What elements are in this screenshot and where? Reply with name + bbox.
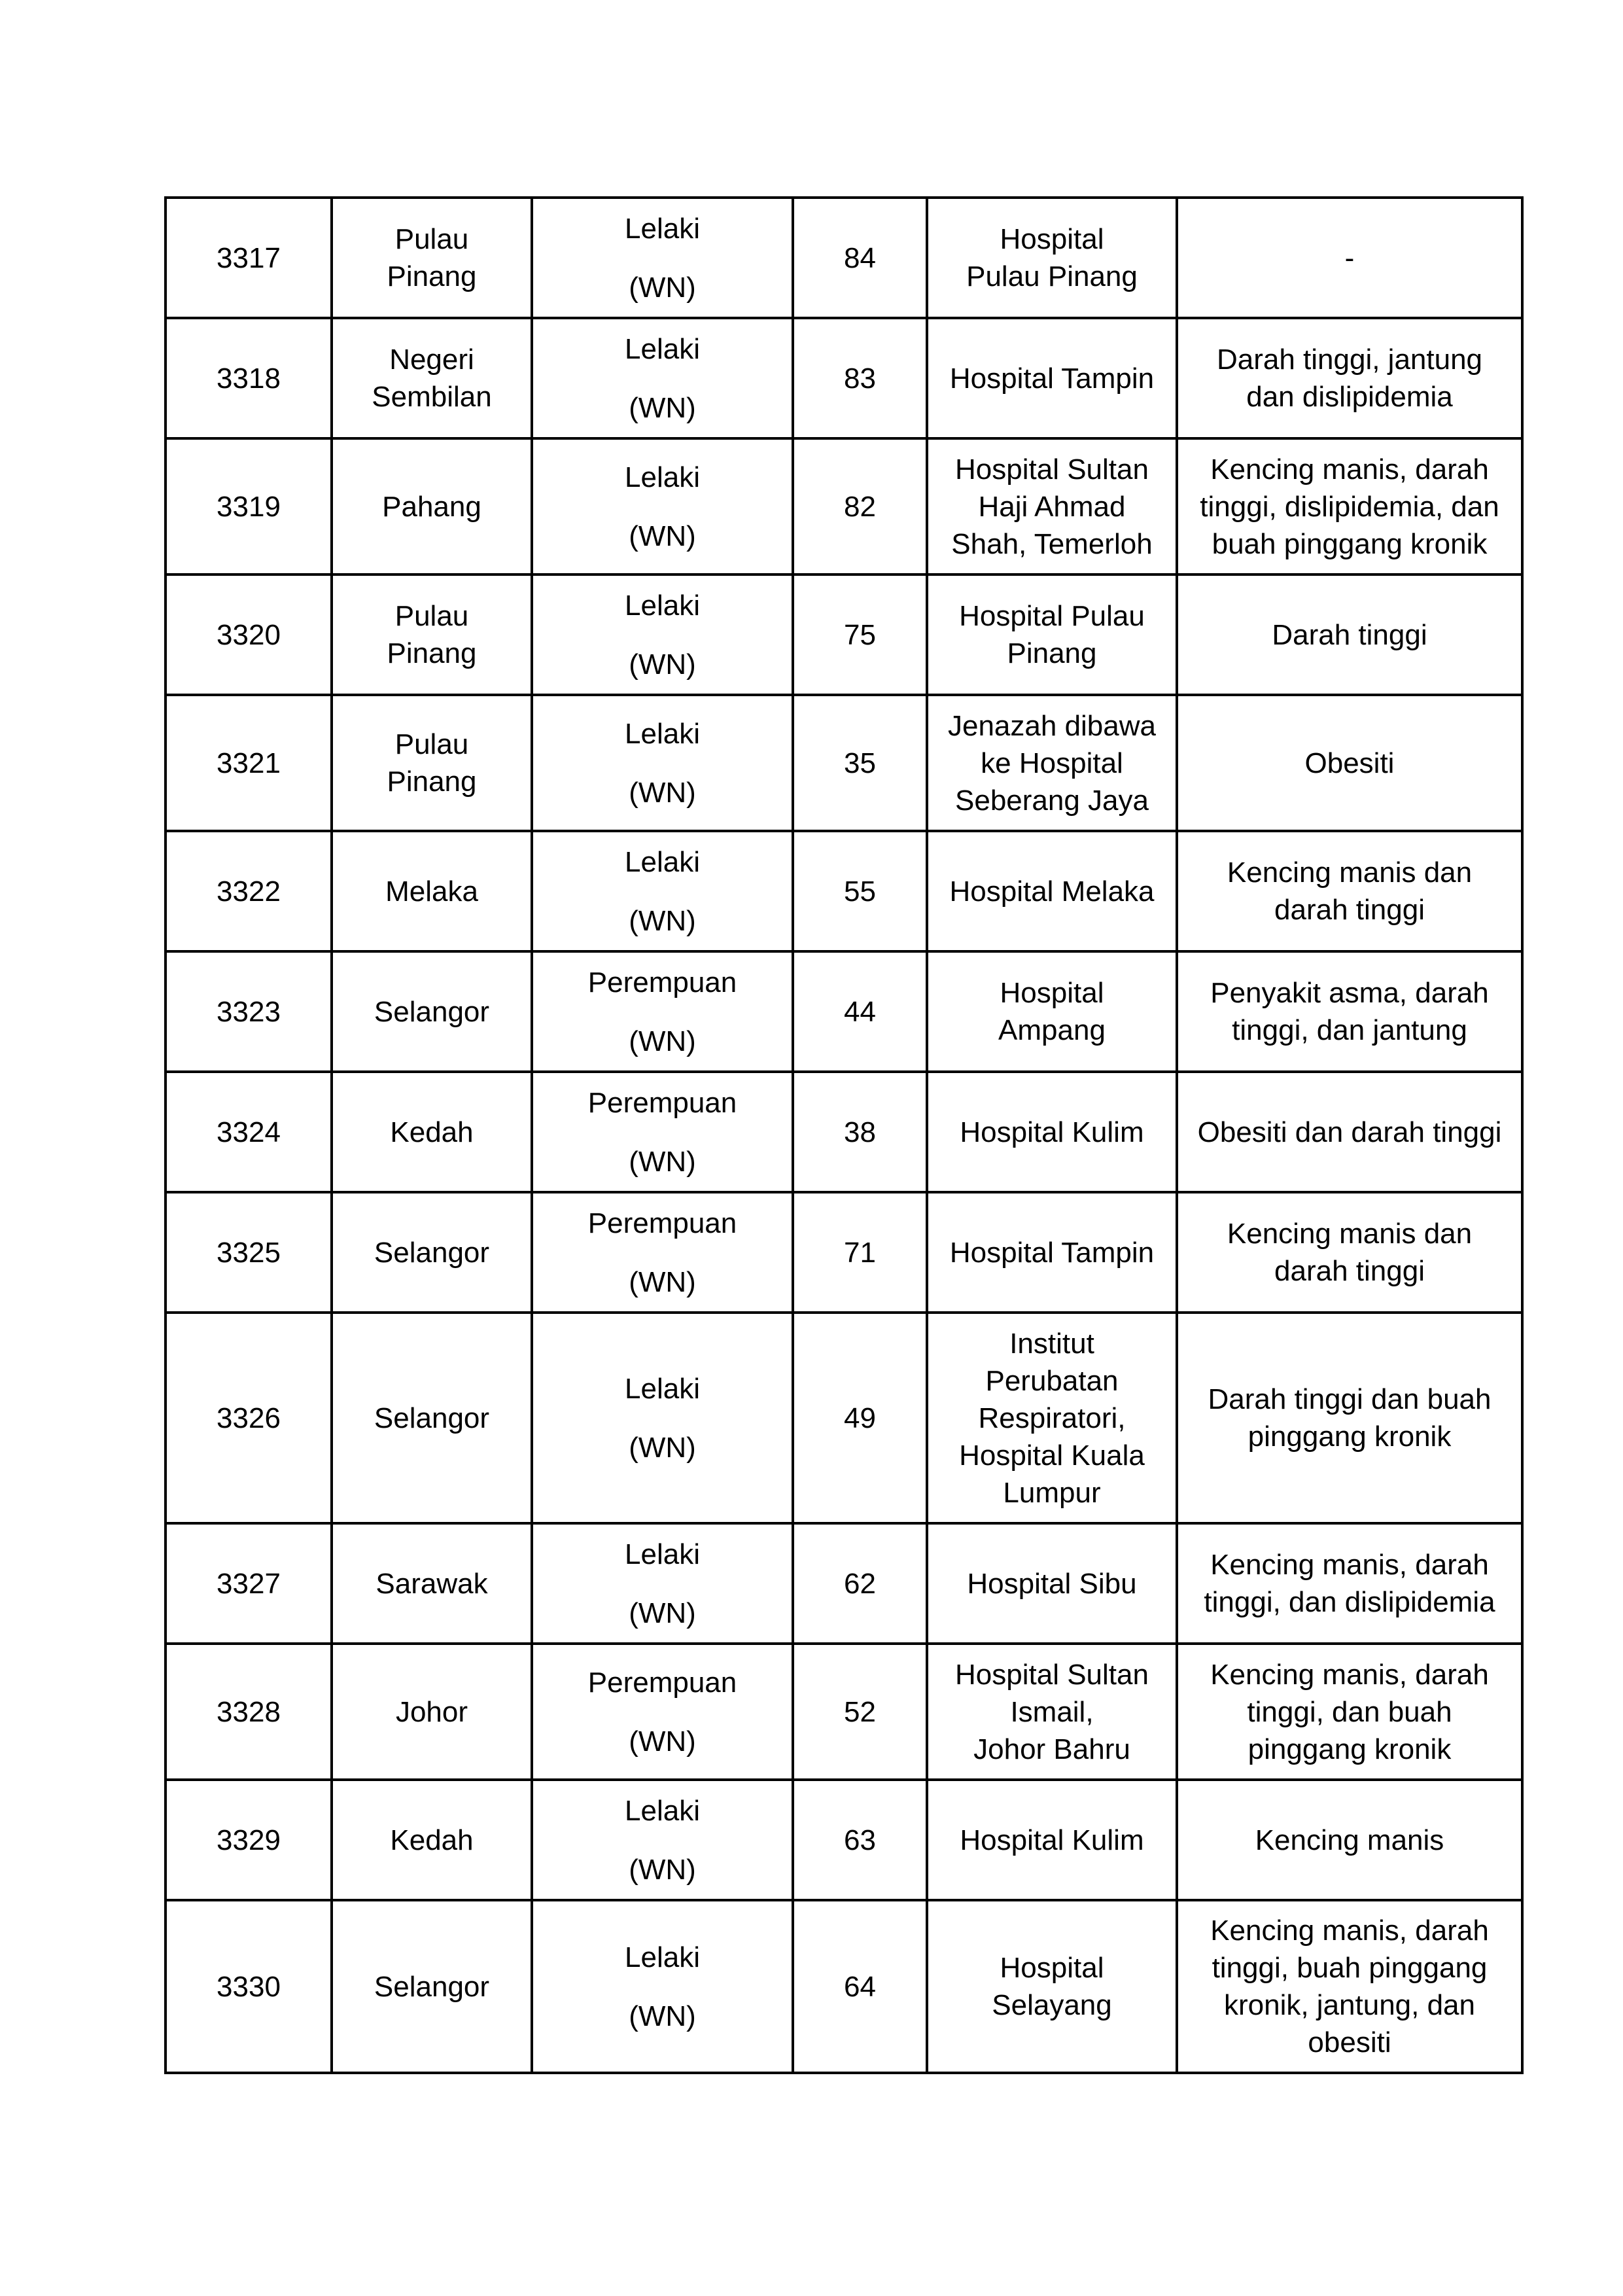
comorbidity-cell: Darah tinggi, jantung dan dislipidemia [1177, 318, 1522, 438]
table-row [166, 1192, 1522, 1313]
table-row [166, 695, 1522, 831]
facility-cell: Hospital Sultan Haji Ahmad Shah, Temerloh [927, 438, 1177, 574]
gender-label: Lelaki [625, 461, 700, 493]
case-number-cell: 3329 [166, 1780, 332, 1900]
age-cell: 52 [793, 1644, 927, 1780]
table-row [166, 951, 1522, 1072]
gender-label: Perempuan [587, 1666, 737, 1699]
case-number-cell: 3319 [166, 438, 332, 574]
case-number-cell: 3330 [166, 1900, 332, 2073]
citizenship-label: (WN) [629, 2000, 696, 2032]
facility-cell: Hospital Tampin [927, 318, 1177, 438]
comorbidity-cell: Kencing manis, darah tinggi, dan dislipidemia [1177, 1523, 1522, 1644]
facility-cell: Hospital Pulau Pinang [927, 574, 1177, 695]
gender-label: Lelaki [625, 1941, 700, 1973]
state-cell: Selangor [332, 1900, 532, 2073]
gender-cell [532, 438, 793, 574]
state-cell: Selangor [332, 1313, 532, 1523]
facility-cell: Hospital Kulim [927, 1780, 1177, 1900]
gender-cell [532, 318, 793, 438]
citizenship-label: (WN) [629, 271, 696, 304]
comorbidity-cell: Kencing manis, darah tinggi, buah pinggang kronik, jantung, dan obesiti [1177, 1900, 1522, 2073]
gender-cell [532, 1192, 793, 1313]
comorbidity-cell: Kencing manis [1177, 1780, 1522, 1900]
age-cell: 38 [793, 1072, 927, 1192]
gender-label: Lelaki [625, 1372, 700, 1405]
comorbidity-cell: Kencing manis, darah tinggi, dislipidemia, dan buah pinggang kronik [1177, 438, 1522, 574]
table-row [166, 318, 1522, 438]
state-cell: Pahang [332, 438, 532, 574]
gender-cell [532, 951, 793, 1072]
comorbidity-cell: Darah tinggi [1177, 574, 1522, 695]
gender-cell [532, 1313, 793, 1523]
facility-cell: Hospital Melaka [927, 831, 1177, 951]
age-cell: 75 [793, 574, 927, 695]
gender-label: Lelaki [625, 717, 700, 750]
age-cell: 64 [793, 1900, 927, 2073]
table-row [166, 1780, 1522, 1900]
table-row [166, 1900, 1522, 2073]
case-number-cell: 3321 [166, 695, 332, 831]
age-cell: 44 [793, 951, 927, 1072]
state-cell: Johor [332, 1644, 532, 1780]
gender-label: Lelaki [625, 589, 700, 622]
gender-label: Lelaki [625, 1794, 700, 1827]
gender-cell [532, 1644, 793, 1780]
comorbidity-cell: Kencing manis dan darah tinggi [1177, 831, 1522, 951]
case-number-cell: 3327 [166, 1523, 332, 1644]
citizenship-label: (WN) [629, 391, 696, 424]
citizenship-label: (WN) [629, 520, 696, 552]
case-number-cell: 3328 [166, 1644, 332, 1780]
gender-label: Perempuan [587, 1207, 737, 1239]
table-row [166, 198, 1522, 318]
gender-cell [532, 695, 793, 831]
case-number-cell: 3325 [166, 1192, 332, 1313]
state-cell: Pulau Pinang [332, 198, 532, 318]
table-row [166, 1072, 1522, 1192]
facility-cell: Hospital Sultan Ismail, Johor Bahru [927, 1644, 1177, 1780]
age-cell: 71 [793, 1192, 927, 1313]
table-row [166, 1523, 1522, 1644]
state-cell: Negeri Sembilan [332, 318, 532, 438]
case-number-cell: 3322 [166, 831, 332, 951]
state-cell: Pulau Pinang [332, 574, 532, 695]
facility-cell: Jenazah dibawa ke Hospital Seberang Jaya [927, 695, 1177, 831]
comorbidity-cell: Kencing manis, darah tinggi, dan buah pinggang kronik [1177, 1644, 1522, 1780]
age-cell: 49 [793, 1313, 927, 1523]
gender-label: Lelaki [625, 845, 700, 878]
citizenship-label: (WN) [629, 1431, 696, 1464]
facility-cell: Hospital Selayang [927, 1900, 1177, 2073]
age-cell: 35 [793, 695, 927, 831]
gender-cell [532, 1780, 793, 1900]
comorbidity-cell: Darah tinggi dan buah pinggang kronik [1177, 1313, 1522, 1523]
citizenship-label: (WN) [629, 1145, 696, 1178]
citizenship-label: (WN) [629, 776, 696, 809]
case-number-cell: 3317 [166, 198, 332, 318]
gender-label: Perempuan [587, 1086, 737, 1119]
gender-cell [532, 831, 793, 951]
citizenship-label: (WN) [629, 904, 696, 937]
state-cell: Kedah [332, 1780, 532, 1900]
age-cell: 63 [793, 1780, 927, 1900]
age-cell: 83 [793, 318, 927, 438]
table-body [166, 198, 1522, 2073]
table-row [166, 574, 1522, 695]
gender-label: Perempuan [587, 966, 737, 998]
facility-cell: Hospital Pulau Pinang [927, 198, 1177, 318]
citizenship-label: (WN) [629, 1025, 696, 1057]
facility-cell: Hospital Sibu [927, 1523, 1177, 1644]
comorbidity-cell: - [1177, 198, 1522, 318]
age-cell: 55 [793, 831, 927, 951]
facility-cell: Hospital Ampang [927, 951, 1177, 1072]
table-row [166, 1644, 1522, 1780]
state-cell: Pulau Pinang [332, 695, 532, 831]
case-number-cell: 3326 [166, 1313, 332, 1523]
gender-cell [532, 574, 793, 695]
age-cell: 62 [793, 1523, 927, 1644]
gender-cell [532, 1900, 793, 2073]
citizenship-label: (WN) [629, 648, 696, 680]
facility-cell: Hospital Tampin [927, 1192, 1177, 1313]
citizenship-label: (WN) [629, 1853, 696, 1886]
state-cell: Selangor [332, 951, 532, 1072]
facility-cell: Hospital Kulim [927, 1072, 1177, 1192]
case-number-cell: 3318 [166, 318, 332, 438]
citizenship-label: (WN) [629, 1597, 696, 1629]
comorbidity-cell: Obesiti [1177, 695, 1522, 831]
table-row [166, 831, 1522, 951]
table-row [166, 1313, 1522, 1523]
gender-label: Lelaki [625, 332, 700, 365]
state-cell: Sarawak [332, 1523, 532, 1644]
citizenship-label: (WN) [629, 1725, 696, 1757]
comorbidity-cell: Kencing manis dan darah tinggi [1177, 1192, 1522, 1313]
state-cell: Selangor [332, 1192, 532, 1313]
gender-cell [532, 1523, 793, 1644]
case-number-cell: 3323 [166, 951, 332, 1072]
gender-cell [532, 1072, 793, 1192]
facility-cell: Institut Perubatan Respiratori, Hospital Kuala Lumpur [927, 1313, 1177, 1523]
death-cases-table [164, 196, 1524, 2074]
case-number-cell: 3320 [166, 574, 332, 695]
state-cell: Kedah [332, 1072, 532, 1192]
gender-label: Lelaki [625, 1538, 700, 1570]
age-cell: 84 [793, 198, 927, 318]
comorbidity-cell: Penyakit asma, darah tinggi, dan jantung [1177, 951, 1522, 1072]
citizenship-label: (WN) [629, 1265, 696, 1298]
comorbidity-cell: Obesiti dan darah tinggi [1177, 1072, 1522, 1192]
gender-label: Lelaki [625, 212, 700, 245]
gender-cell [532, 198, 793, 318]
state-cell: Melaka [332, 831, 532, 951]
case-number-cell: 3324 [166, 1072, 332, 1192]
table-row [166, 438, 1522, 574]
age-cell: 82 [793, 438, 927, 574]
